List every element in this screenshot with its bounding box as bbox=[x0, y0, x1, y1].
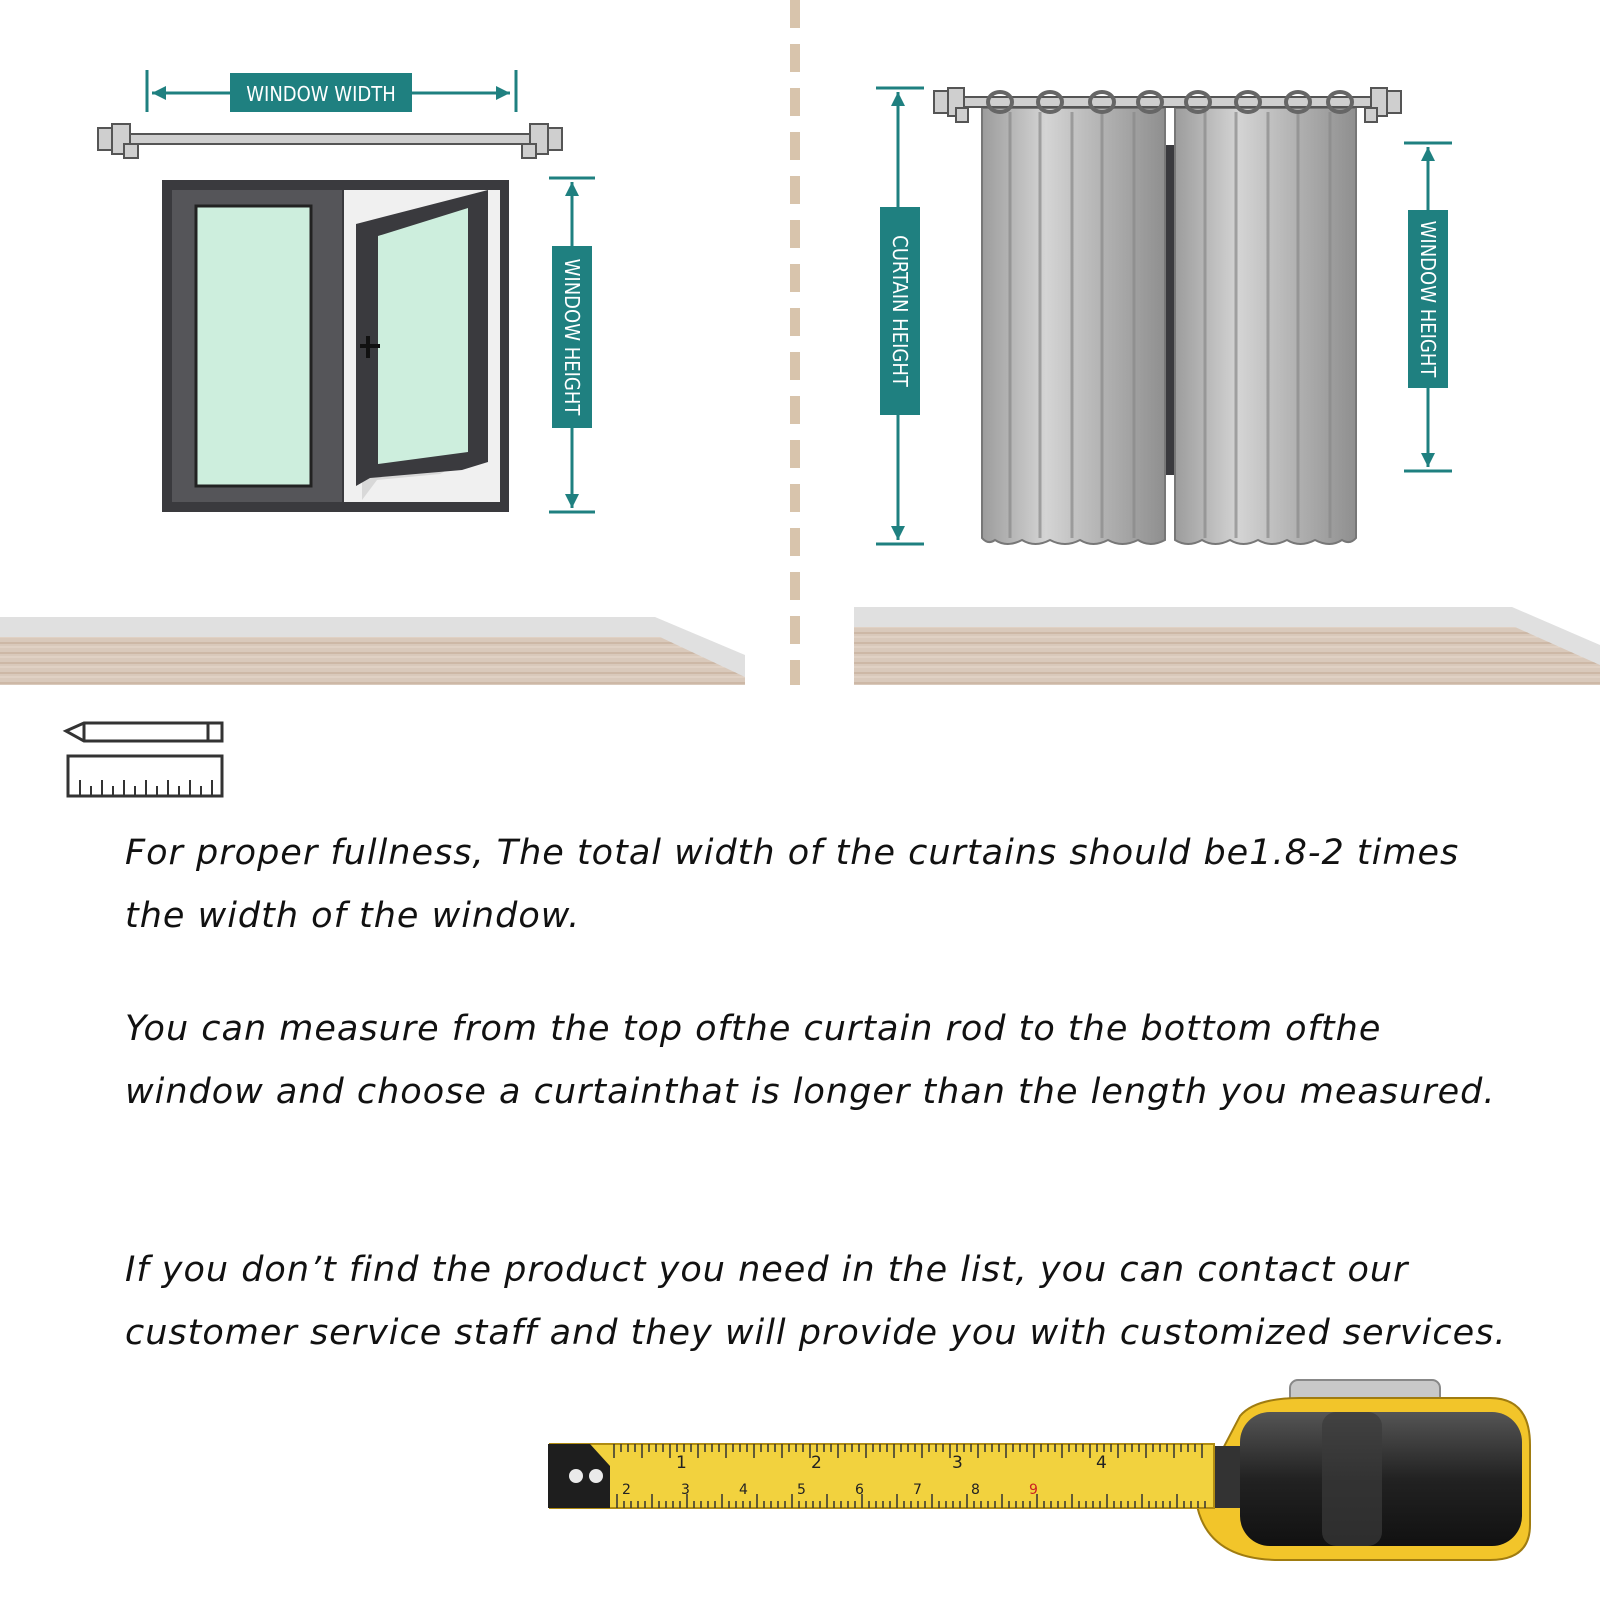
tape-measure-icon bbox=[548, 1380, 1530, 1560]
left-curtain-rod bbox=[98, 124, 562, 158]
right-floor bbox=[854, 607, 1600, 685]
right-window-height-label: WINDOW HEIGHT bbox=[1416, 220, 1440, 378]
customer-service-note: If you don’t find the product you need in the list, you can contact our customer service staff and they will provide you with customized services. bbox=[125, 1250, 1507, 1353]
left-floor bbox=[0, 617, 745, 685]
left-window-height-label: WINDOW HEIGHT bbox=[560, 258, 584, 416]
pencil-and-ruler-icon bbox=[66, 723, 222, 796]
tape-cm-mark: 4 bbox=[739, 1482, 748, 1498]
window-width-label: WINDOW WIDTH bbox=[246, 82, 396, 106]
left-window-diagram bbox=[0, 70, 745, 685]
curtain-height-label: CURTAIN HEIGHT bbox=[888, 235, 912, 387]
tape-cm-mark: 6 bbox=[855, 1482, 864, 1498]
tape-cm-mark: 5 bbox=[797, 1482, 806, 1498]
tape-cm-mark: 8 bbox=[971, 1482, 980, 1498]
tape-inch-mark: 2 bbox=[811, 1453, 822, 1473]
tape-inch-mark: 4 bbox=[1096, 1453, 1107, 1473]
fullness-instruction: For proper fullness, The total width of the curtains should be1.8-2 times the width of the window. bbox=[125, 833, 1460, 936]
tape-inch-mark: 1 bbox=[676, 1453, 687, 1473]
right-curtain-diagram bbox=[854, 88, 1600, 685]
tape-cm-mark: 3 bbox=[681, 1482, 690, 1498]
casement-window bbox=[162, 180, 509, 512]
tape-cm-mark: 2 bbox=[622, 1482, 631, 1498]
measuring-instruction: You can measure from the top ofthe curtain rod to the bottom ofthe window and choose a curtainthat is longer than the length you measured. bbox=[125, 1009, 1496, 1112]
tape-cm-mark: 7 bbox=[913, 1482, 922, 1498]
tape-cm-mark: 9 bbox=[1029, 1482, 1038, 1498]
tape-inch-mark: 3 bbox=[952, 1453, 963, 1473]
